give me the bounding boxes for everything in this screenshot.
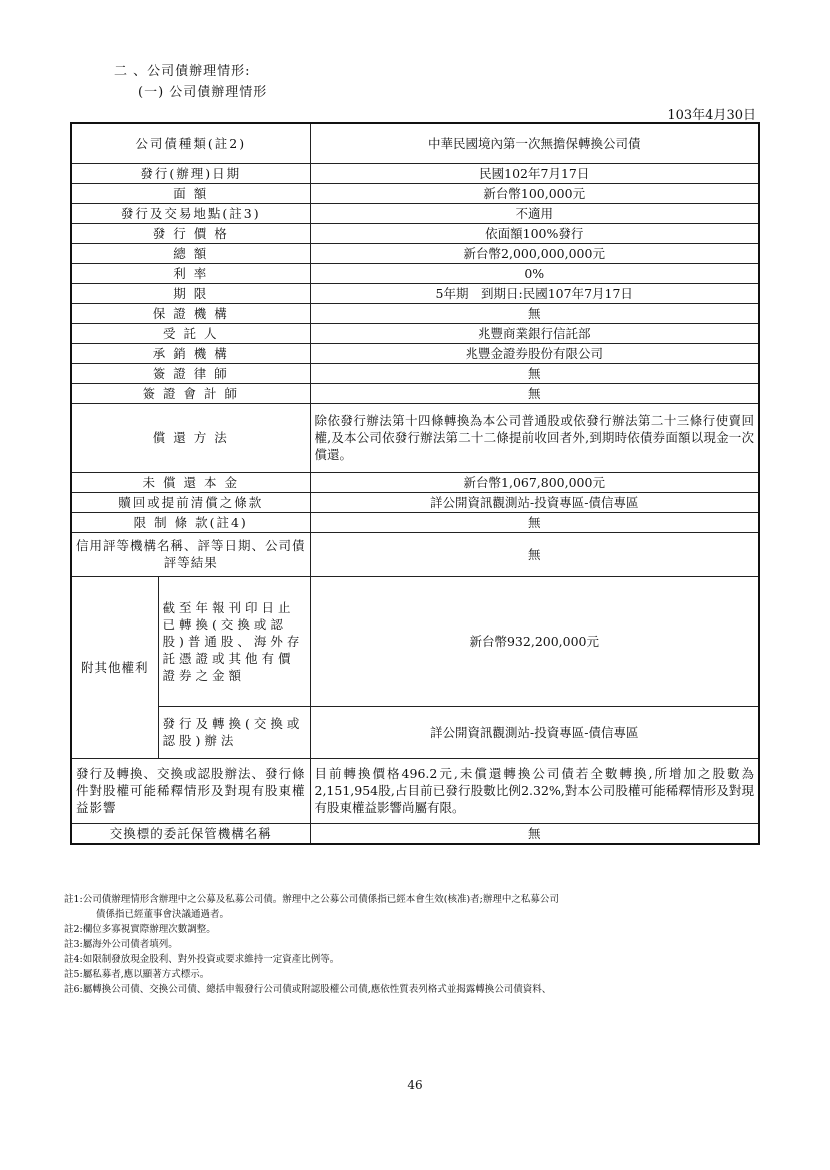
row-value: 新台幣100,000元 <box>310 183 759 203</box>
dilution-value: 目前轉換價格496.2元,未償還轉換公司債若全數轉換,所增加之股數為2,151,954股,占目前已發行股數比例2.32%,對本公司股權可能稀釋情形及對現有股東權益影響尚屬有限。 <box>310 758 759 823</box>
repayment-value: 除依發行辦法第十四條轉換為本公司普通股或依發行辦法第二十三條行使賣回權,及本公司依發行辦法第二十二條提前收回者外,到期時依債券面額以現金一次償還。 <box>310 403 759 472</box>
row-label: 發行及交易地點(註3) <box>71 203 310 223</box>
row-label: 發行(辦理)日期 <box>71 163 310 183</box>
table-row <box>71 532 759 576</box>
row-value: 5年期 到期日:民國107年7月17日 <box>310 283 759 303</box>
table-row <box>71 492 759 512</box>
row-value: 無 <box>310 383 759 403</box>
table-row <box>71 243 759 263</box>
custodian-value: 無 <box>310 823 759 844</box>
table-row <box>71 163 759 183</box>
footnote: 註1:公司債辦理情形含辦理中之公募及私募公司債。辦理中之公募公司債係指已經本會生效(核准)者;辦理中之私募公司 <box>64 894 559 905</box>
table-row <box>71 223 759 243</box>
row-value: 中華民國境內第一次無擔保轉換公司債 <box>310 123 759 163</box>
table-row <box>71 576 759 706</box>
repayment-label: 償 還 方 法 <box>71 403 310 472</box>
row-label: 簽 證 會 計 師 <box>71 383 310 403</box>
footnote: 註6:屬轉換公司債、交換公司債、總括申報發行公司債或附認股權公司債,應依性質表列格式並揭露轉換公司債資料、 <box>64 984 552 995</box>
converted-amount-value: 新台幣932,200,000元 <box>310 576 759 706</box>
row-label: 期 限 <box>71 283 310 303</box>
table-row <box>71 823 759 844</box>
table-row <box>71 383 759 403</box>
row-value: 新台幣1,067,800,000元 <box>310 472 759 492</box>
table-row <box>71 343 759 363</box>
row-value: 兆豐金證券股份有限公司 <box>310 343 759 363</box>
as-of-date: 103年4月30日 <box>667 108 756 123</box>
other-rights-label: 附其他權利 <box>71 576 158 758</box>
conversion-rules-value: 詳公開資訊觀測站-投資專區-債信專區 <box>310 706 759 758</box>
converted-amount-label: 截至年報刊印日止已轉換(交換或認股)普通股、海外存託憑證或其他有價證券之金額 <box>158 576 310 706</box>
table-row <box>71 512 759 532</box>
rating-label: 信用評等機構名稱、評等日期、公司債評等結果 <box>71 532 310 576</box>
table-row <box>71 403 759 472</box>
row-value: 依面額100%發行 <box>310 223 759 243</box>
row-value: 無 <box>310 363 759 383</box>
footnote: 註5:屬私募者,應以顯著方式標示。 <box>64 969 210 980</box>
row-value: 兆豐商業銀行信託部 <box>310 323 759 343</box>
row-label: 受 託 人 <box>71 323 310 343</box>
row-label: 總 額 <box>71 243 310 263</box>
conversion-rules-label: 發行及轉換(交換或認股)辦法 <box>158 706 310 758</box>
footnote: 註4:如限制發放現金股利、對外投資或要求維持一定資產比例等。 <box>64 954 340 965</box>
rating-value: 無 <box>310 532 759 576</box>
row-label: 贖回或提前清償之條款 <box>71 492 310 512</box>
table-row <box>71 758 759 823</box>
table-row <box>71 706 759 758</box>
row-label: 限 制 條 款(註4) <box>71 512 310 532</box>
row-value: 詳公開資訊觀測站-投資專區-債信專區 <box>310 492 759 512</box>
table-row <box>71 303 759 323</box>
row-value: 無 <box>310 303 759 323</box>
row-value: 不適用 <box>310 203 759 223</box>
dilution-label: 發行及轉換、交換或認股辦法、發行條件對股權可能稀釋情形及對現有股東權益影響 <box>71 758 310 823</box>
row-value: 無 <box>310 512 759 532</box>
subsection-heading: (一) 公司債辦理情形 <box>138 85 268 100</box>
row-value: 0% <box>310 263 759 283</box>
table-row <box>71 123 759 163</box>
row-value: 新台幣2,000,000,000元 <box>310 243 759 263</box>
row-label: 保 證 機 構 <box>71 303 310 323</box>
table-row <box>71 183 759 203</box>
row-label: 簽 證 律 師 <box>71 363 310 383</box>
table-row <box>71 203 759 223</box>
row-label: 面 額 <box>71 183 310 203</box>
footnote: 註2:欄位多寡視實際辦理次數調整。 <box>64 924 216 935</box>
section-heading: 二 、公司債辦理情形: <box>114 64 251 79</box>
table-row <box>71 263 759 283</box>
table-row <box>71 283 759 303</box>
corporate-bond-table <box>70 122 760 845</box>
row-label: 公司債種類(註2) <box>71 123 310 163</box>
table-row <box>71 363 759 383</box>
row-label: 承 銷 機 構 <box>71 343 310 363</box>
table-row <box>71 323 759 343</box>
footnotes <box>64 892 764 997</box>
row-label: 發 行 價 格 <box>71 223 310 243</box>
footnote: 債係指已經董事會決議通過者。 <box>96 909 230 920</box>
page-number: 46 <box>407 1078 423 1092</box>
custodian-label: 交換標的委託保管機構名稱 <box>71 823 310 844</box>
footnote: 註3:屬海外公司債者填列。 <box>64 939 178 950</box>
row-value: 民國102年7月17日 <box>310 163 759 183</box>
row-label: 未 償 還 本 金 <box>71 472 310 492</box>
table-row <box>71 472 759 492</box>
row-label: 利 率 <box>71 263 310 283</box>
